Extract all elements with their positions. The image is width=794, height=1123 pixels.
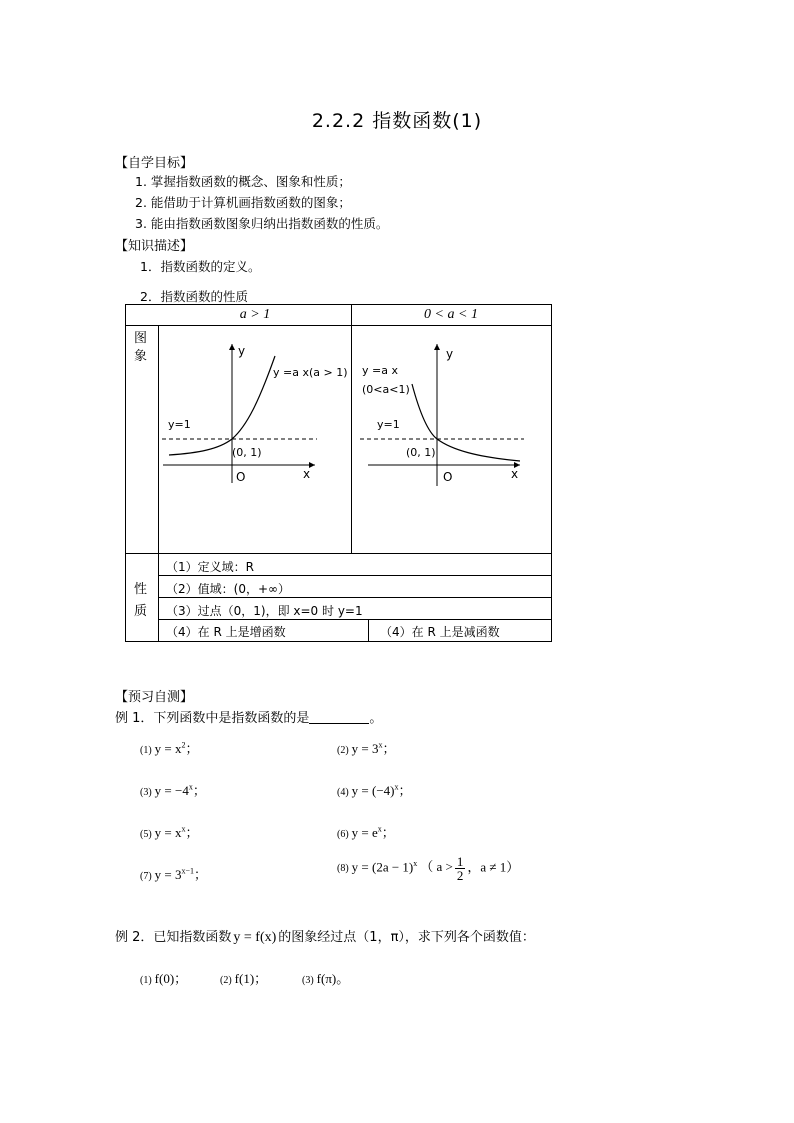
example-1-stem (115, 707, 382, 726)
property-decreasing: （4）在 R 上是减函数 (380, 625, 500, 639)
graph-left-y-label: y (238, 344, 246, 358)
graph-right-y-label: y (446, 347, 454, 361)
option-5: (5) $y = x^x$； (140, 824, 199, 840)
graph-left-x-label: x (303, 467, 311, 481)
property-fixed-point: （3）过点（0，1)，即 x=0 时 y=1 (166, 604, 363, 618)
goal-item-1: 1. 掌握指数函数的概念、图象和性质； (135, 174, 351, 189)
property-increasing: （4）在 R 上是增函数 (166, 625, 286, 639)
graph-right-x-label: x (511, 467, 519, 481)
page-title: 2.2.2 指数函数(1) (311, 110, 483, 132)
row-label-properties: 性质 (134, 582, 148, 619)
property-range: （2）值域：(0，+∞） (166, 582, 291, 596)
graph-left-point-label: (0, 1) (232, 446, 262, 459)
example-2-item-3: (3) f(π)。 (302, 971, 350, 986)
option-8: (8) $y = (2a - 1)^x$ （ a > $\frac{1}{2}$ ，a ≠ 1） (337, 854, 520, 883)
graph-right-asymptote-label: y=1 (377, 418, 400, 431)
example-1-stem-suffix: 。 (369, 711, 383, 726)
graph-right-curve-label-1: y =a x (362, 364, 398, 377)
option-6: (6) $y = e^x$； (337, 824, 395, 840)
knowledge-heading: 【知识描述】 (115, 239, 194, 254)
preview-heading: 【预习自测】 (115, 690, 194, 705)
graph-left-asymptote-label: y=1 (168, 418, 191, 431)
property-domain: （1）定义域：R (166, 560, 254, 574)
graph-increasing (159, 326, 351, 553)
option-1: (1) $y = x^2$； (140, 740, 199, 756)
example-1-stem-text: 例 1．下列函数中是指数函数的是 (115, 711, 310, 726)
option-4: (4) $y = (-4)^x$； (337, 782, 412, 798)
header-a-lt-1: 0 < a < 1 (424, 307, 478, 322)
goals-heading: 【自学目标】 (115, 156, 194, 171)
row-label-graph: 图象 (134, 331, 148, 364)
graph-left-origin-label: O (236, 470, 246, 484)
graph-right-origin-label: O (443, 470, 453, 484)
example-2-item-1: (1) f(0)； (140, 971, 188, 986)
knowledge-item-1: 1．指数函数的定义。 (140, 259, 261, 274)
option-3: (3) $y = -4^x$； (140, 782, 206, 798)
knowledge-item-2: 2．指数函数的性质 (140, 289, 248, 304)
answer-blank[interactable] (309, 711, 369, 724)
example-2-item-2: (2) f(1)； (220, 971, 268, 986)
option-2: (2) $y = 3^x$； (337, 740, 396, 756)
option-7: (7) $y = 3^{x-1}$； (140, 866, 208, 882)
header-a-gt-1: a > 1 (239, 307, 271, 322)
graph-right-curve-label-2: (0<a<1) (362, 383, 410, 396)
graph-left-curve-label: y =a x(a > 1) (273, 366, 348, 379)
example-2-stem: 例 2．已知指数函数 y = f(x) 的图象经过点（1，π），求下列各个函数值： (115, 930, 535, 945)
graph-right-point-label: (0, 1) (406, 446, 436, 459)
goal-item-2: 2. 能借助于计算机画指数函数的图象； (135, 195, 351, 210)
goal-item-3: 3. 能由指数函数图象归纳出指数函数的性质。 (135, 216, 389, 231)
